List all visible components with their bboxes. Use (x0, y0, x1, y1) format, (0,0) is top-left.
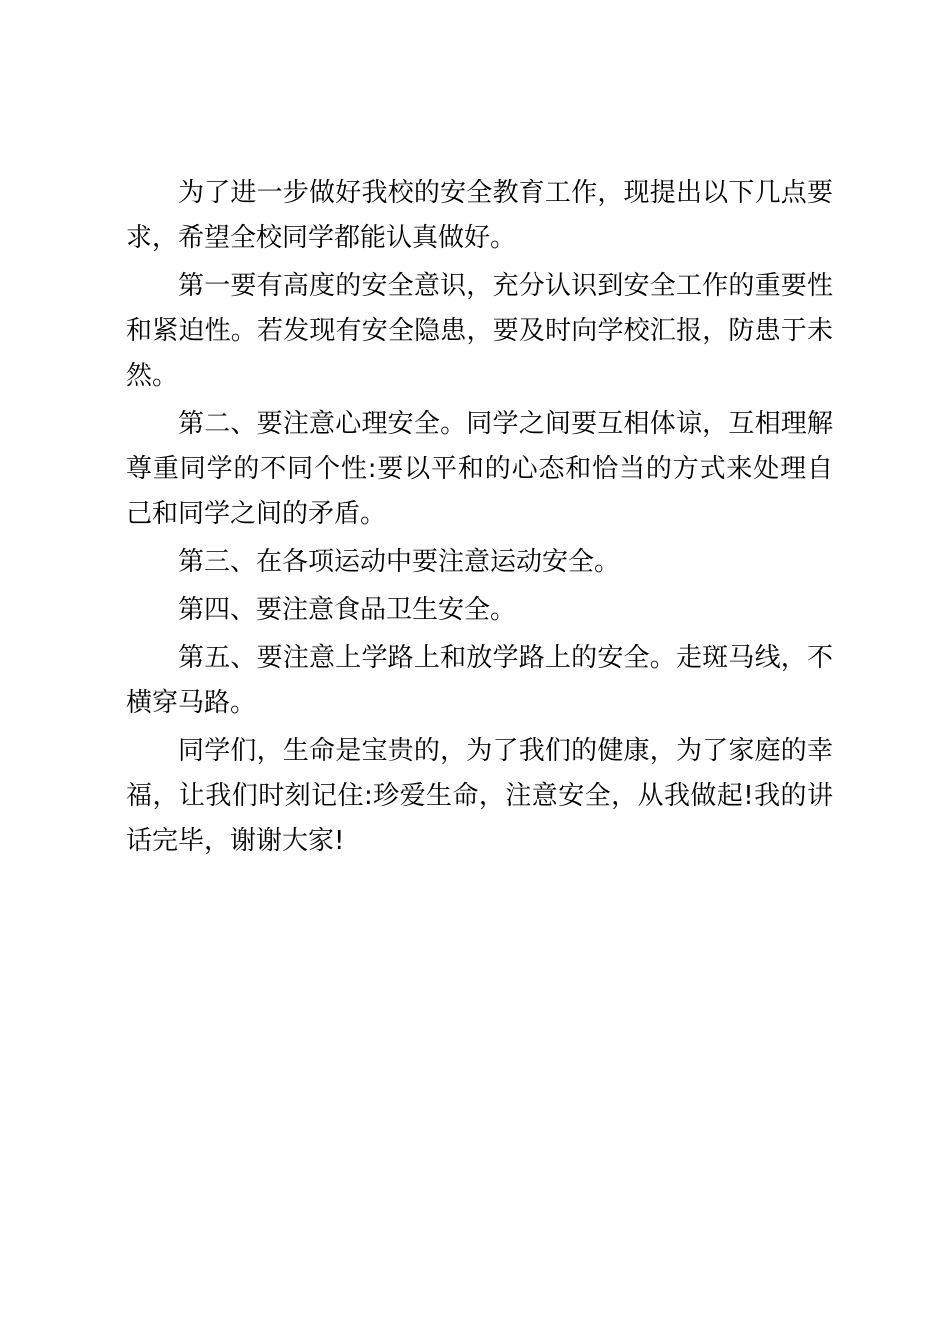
paragraph-closing: 同学们，生命是宝贵的，为了我们的健康，为了家庭的幸福，让我们时刻记住:珍爱生命，注意安全，从我做起!我的讲话完毕，谢谢大家! (126, 736, 833, 856)
document-body (126, 171, 833, 867)
paragraph-point-5: 第五、要注意上学路上和放学路上的安全。走斑马线，不横穿马路。 (126, 643, 833, 718)
paragraph-intro: 为了进一步做好我校的安全教育工作，现提出以下几点要求，希望全校同学都能认真做好。 (126, 178, 833, 253)
paragraph-point-4: 第四、要注意食品卫生安全。 (178, 595, 517, 625)
paragraph-point-2: 第二、要注意心理安全。同学之间要互相体谅，互相理解尊重同学的不同个性:要以平和的心态和恰当的方式来处理自己和同学之间的矛盾。 (126, 409, 833, 529)
paragraph-point-3: 第三、在各项运动中要注意运动安全。 (178, 547, 621, 577)
paragraph-point-1: 第一要有高度的安全意识，充分认识到安全工作的重要性和紧迫性。若发现有安全隐患，要及时向学校汇报，防患于未然。 (126, 271, 833, 391)
